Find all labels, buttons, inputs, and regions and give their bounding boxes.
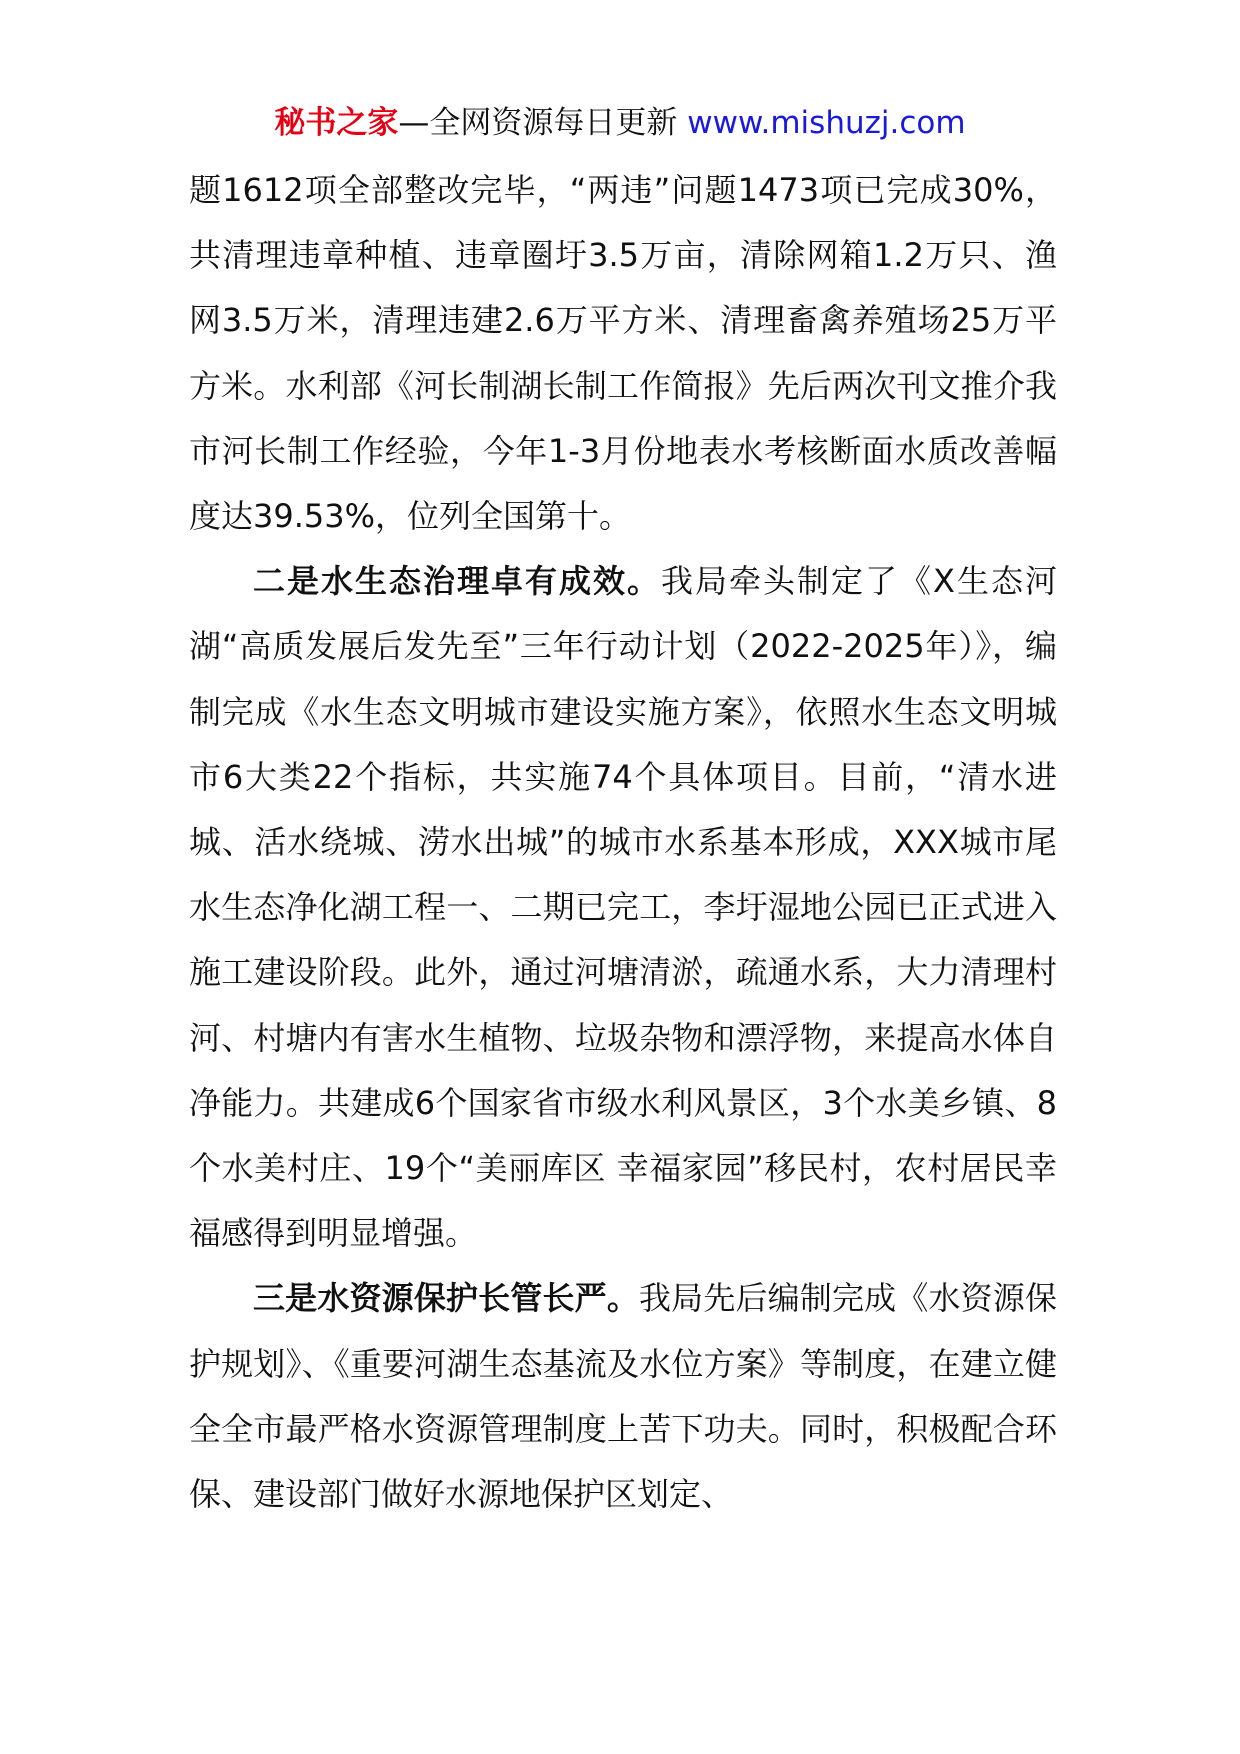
- paragraph-text: 我局牵头制定了《X生态河湖“高质发展后发先至”三年行动计划（2022-2025年）》，编制完成《水生态文明城市建设实施方案》，依照水生态文明城市6大类22个指标，共实施74个具体项目。目前，“清水进城、活水绕城、涝水出城”的城市水系基本形成，XXX城市尾水生态净化湖工程一、二期已完工，李圩湿地公园已正式进入施工建设阶段。此外，通过河塘清淤，疏通水系，大力清理村河、村塘内有害水生植物、垃圾杂物和漂浮物，来提高水体自净能力。共建成6个国家省市级水利风景区，3个水美乡镇、8个水美村庄、19个“美丽库区 幸福家园”移民村，农村居民幸福感得到明显增强。: [189, 562, 1057, 1253]
- paragraph-continued: [189, 158, 1057, 549]
- paragraph-water-ecology: [189, 549, 1057, 1266]
- paragraph-lead: 三是水资源保护长管长严。: [253, 1279, 639, 1318]
- paragraph-water-resources: [189, 1266, 1057, 1527]
- header-tagline: —全网资源每日更新: [398, 105, 688, 141]
- header-url-link[interactable]: www.mishuzj.com: [687, 105, 966, 141]
- page-header: [0, 103, 1240, 143]
- header-brand: 秘书之家: [274, 105, 399, 141]
- document-body: [189, 158, 1057, 1527]
- paragraph-lead: 二是水生态治理卓有成效。: [253, 562, 662, 601]
- paragraph-text: 题1612项全部整改完毕，“两违”问题1473项已完成30%，共清理违章种植、违章圈圩3.5万亩，清除网箱1.2万只、渔网3.5万米，清理违建2.6万平方米、清理畜禽养殖场25万平方米。水利部《河长制湖长制工作简报》先后两次刊文推介我市河长制工作经验，今年1-3月份地表水考核断面水质改善幅度达39.53%，位列全国第十。: [189, 171, 1057, 536]
- paragraph-text: 我局先后编制完成《水资源保护规划》、《重要河湖生态基流及水位方案》等制度，在建立健全全市最严格水资源管理制度上苦下功夫。同时，积极配合环保、建设部门做好水源地保护区划定、: [189, 1279, 1057, 1514]
